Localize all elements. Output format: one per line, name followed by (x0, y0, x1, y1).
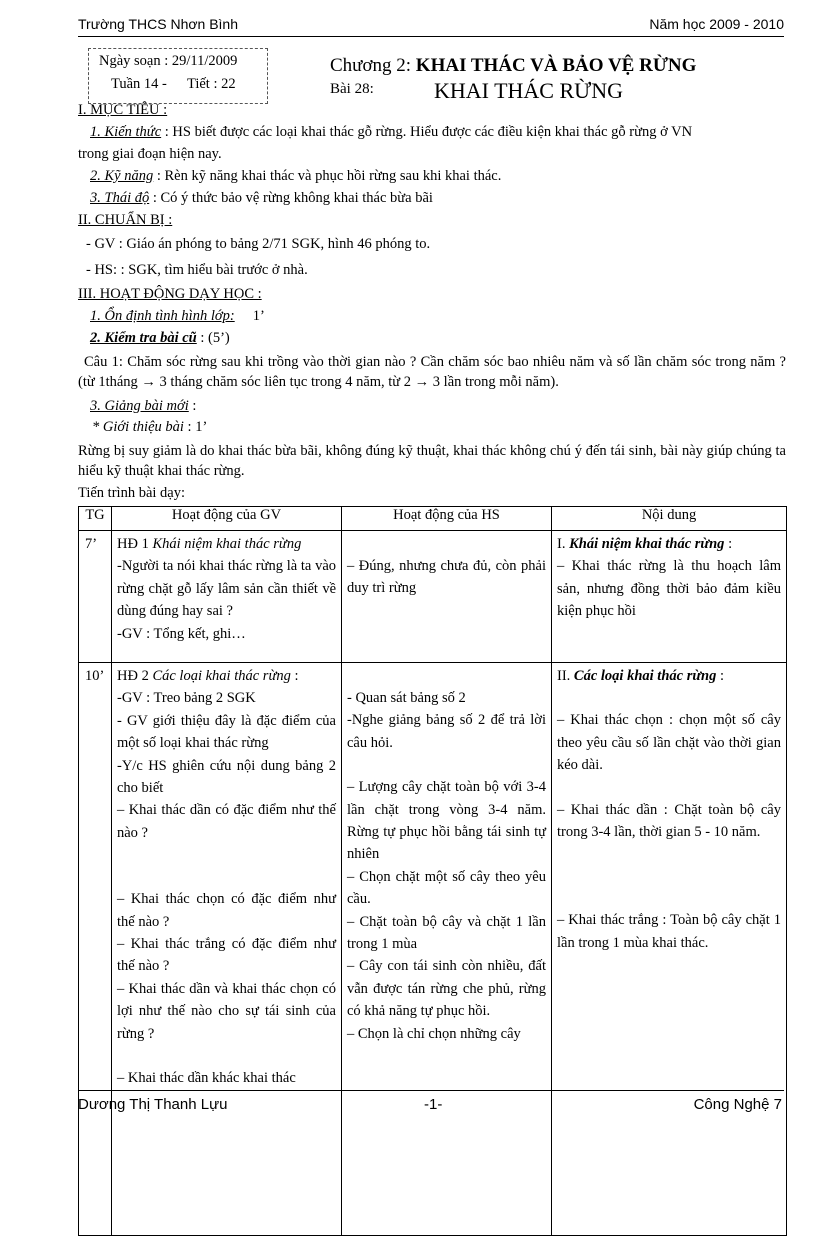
question-1: Câu 1: Chăm sóc rừng sau khi trồng vào thời gian nào ? Cần chăm sóc bao nhiêu năm và số lần chăm sóc trong năm ? (từ 1tháng → 3 tháng chăm sóc liên tục trong 4 năm, từ 2 → 3 lần trong mỗi năm). (78, 354, 786, 390)
chapter-title (330, 55, 696, 77)
old-lesson-check: 2. Kiểm tra bài cũ : (5’) (90, 330, 230, 346)
attitude-line: 3. Thái độ : Có ý thức bảo vệ rừng không khai thác bừa bãi (90, 190, 433, 206)
lesson-number: Bài 28: (330, 81, 374, 97)
preparation-heading: II. CHUẨN BỊ : (78, 212, 173, 228)
content-2-title: Các loại khai thác rừng (573, 668, 717, 684)
knowledge-line-2: trong giai đoạn hiện nay. (78, 146, 222, 162)
footer-author: Dương Thị Thanh Lựu (78, 1096, 228, 1113)
header-school: Trường THCS Nhơn Bình (78, 16, 239, 32)
intro-text: Rừng bị suy giảm là do khai thác bừa bãi, không đúng kỹ thuật, khai thác không chú ý đến tái sinh, bài này giúp chúng ta hiểu kỹ thuật khai thác rừng. (78, 443, 786, 479)
prep-student: - HS: : SGK, tìm hiểu bài trước ở nhà. (86, 262, 308, 278)
col-header-teacher: Hoạt động của GV (112, 507, 342, 531)
row2-student: - Quan sát bảng số 2 -Nghe giảng bảng số 2 để trả lời câu hỏi. – Lượng cây chặt toàn bộ với 3-4 lần chặt trong vòng 3-4 năm. Rừng tự phục hồi bằng tái sinh tự nhiên – Chọn chặt một số cây theo yêu cầu. – Chặt toàn bộ cây và chặt 1 lần trong 1 mùa – Cây con tái sinh còn nhiều, đất vẫn được tán rừng che phủ, rừng có khả năng tự phục hồi. – Chọn là chỉ chọn những cây (347, 690, 546, 1042)
content-1-title: Khái niệm khai thác rừng (569, 536, 725, 552)
col-header-student: Hoạt động của HS (342, 507, 552, 531)
lesson-title: KHAI THÁC RỪNG (434, 78, 623, 103)
period: Tiết : 22 (187, 76, 236, 92)
row2-time: 10’ (85, 668, 105, 684)
skills-line: 2. Kỹ năng : Rèn kỹ năng khai thác và phục hồi rừng sau khi khai thác. (90, 168, 502, 184)
intro: * Giới thiệu bài : 1’ (92, 419, 208, 435)
header-year: Năm học 2009 - 2010 (649, 16, 784, 32)
row1-teacher: HĐ 1 Khái niệm khai thác rừng -Người ta nói khai thác rừng là ta vào rừng chặt gỗ lấy lâm sản cần thiết về dùng đúng hay sai ? -GV : Tổng kết, ghi… (117, 536, 336, 642)
knowledge-label: 1. Kiến thức (90, 124, 162, 140)
activity-1-title: Khái niệm khai thác rừng (152, 536, 302, 552)
prep-teacher: - GV : Giáo án phóng to bảng 2/71 SGK, hình 46 phóng to. (86, 236, 431, 252)
header-rule (78, 36, 784, 37)
table-row (79, 663, 787, 1236)
activity-2-title: Các loại khai thác rừng (152, 668, 291, 684)
row2-content: II. Các loại khai thác rừng : – Khai thác chọn : chọn một số cây theo yêu cầu số lần chặt vào thời gian kéo dài. – Khai thác dần : Chặt toàn bộ cây trong 3-4 lần, thời gian 5 - 10 năm. – Khai thác trắng : Toàn bộ cây chặt 1 lần trong 1 mùa khai thác. (557, 668, 781, 951)
new-lesson: 3. Giảng bài mới : (90, 398, 197, 414)
footer-rule (78, 1090, 784, 1091)
prepared-date: Ngày soạn : 29/11/2009 (99, 53, 238, 69)
row1-time: 7’ (85, 536, 98, 552)
footer-subject: Công Nghệ 7 (693, 1096, 782, 1113)
row1-content: I. Khái niệm khai thác rừng : – Khai thác rừng là thu hoạch lâm sản, nhưng đồng thời bảo đảm kiều kiện phục hồi (557, 536, 781, 620)
col-header-content: Nội dung (552, 507, 787, 531)
objectives-heading: I. MỤC TIÊU : (78, 102, 168, 118)
chapter-prefix: Chương 2: (330, 55, 412, 76)
col-header-time: TG (79, 507, 112, 531)
class-order: 1. Ổn định tình hình lớp: 1’ (90, 308, 265, 324)
week: Tuần 14 - (111, 76, 167, 92)
row2-teacher: HĐ 2 Các loại khai thác rừng : -GV : Treo bảng 2 SGK - GV giới thiệu đây là đặc điểm của một số loại khai thác rừng -Y/c HS ghiên cứu nội dung bảng 2 cho biết – Khai thác dần có đặc điểm như thế nào ? – Khai thác chọn có đặc điểm như thế nào ? – Khai thác trắng có đặc điểm như thế nào ? – Khai thác dần và khai thác chọn có lợi như thế nào cho sự tái sinh của rừng ? – Khai thác dần khác khai thác (117, 668, 336, 1087)
skills-label: 2. Kỹ năng (90, 168, 154, 184)
lesson-table (78, 506, 787, 1236)
progress-label: Tiến trình bài dạy: (78, 485, 186, 501)
attitude-label: 3. Thái độ (90, 190, 150, 206)
knowledge-line: 1. Kiến thức : HS biết được các loại khai thác gỗ rừng. Hiểu được các điều kiện khai thác gỗ rừng ở VN (90, 124, 693, 140)
row1-student: – Đúng, nhưng chưa đủ, còn phải duy trì rừng (347, 558, 546, 597)
table-row (79, 531, 787, 663)
activities-heading: III. HOẠT ĐỘNG DẠY HỌC : (78, 286, 262, 302)
chapter-name: KHAI THÁC VÀ BẢO VỆ RỪNG (415, 55, 697, 76)
date-box (88, 48, 268, 104)
page-number: -1- (424, 1096, 443, 1113)
table-header-row (79, 507, 787, 531)
